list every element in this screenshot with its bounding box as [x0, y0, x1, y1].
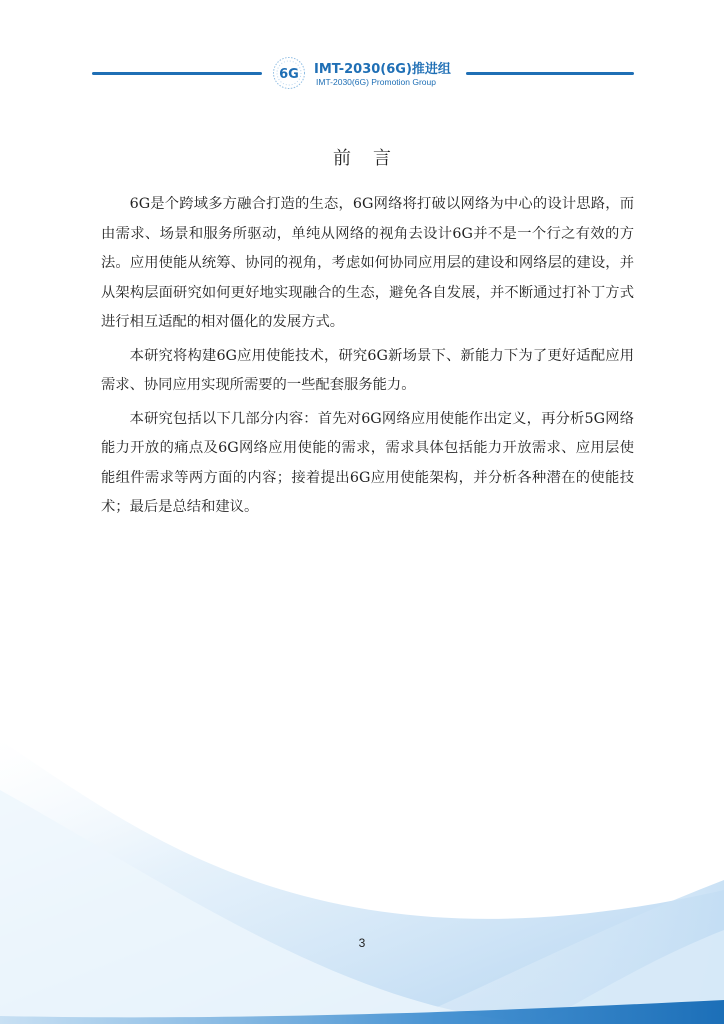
paragraph-2: 本研究将构建6G应用使能技术，研究6G新场景下、新能力下为了更好适配应用需求、协同应用实现所需要的一些配套服务能力。 [101, 347, 634, 393]
background-wave-decoration [0, 720, 724, 1024]
page-number: 3 [358, 936, 366, 950]
paragraph-3: 本研究包括以下几部分内容：首先对6G网络应用使能作出定义，再分析5G网络能力开放的痛点及6G网络应用使能的需求，需求具体包括能力开放需求、应用层使能组件需求等两方面的内容；接着提出6G应用使能架构，并分析各种潜在的使能技术；最后是总结和建议。 [101, 410, 634, 515]
page-header [0, 56, 724, 96]
paragraph-1: 6G是个跨域多方融合打造的生态，6G网络将打破以网络为中心的设计思路，而由需求、场景和服务所驱动，单纯从网络的视角去设计6G并不是一个行之有效的方法。应用使能从统筹、协同的视角，考虑如何协同应用层的建设和网络层的建设，并从架构层面研究如何更好地实现融合的生态，避免各自发展，并不断通过打补丁方式进行相互适配的相对僵化的发展方式。 [101, 196, 634, 330]
org-name: IMT-2030(6G)推进组 [314, 62, 451, 77]
preface-body [101, 190, 634, 527]
logo-text: 6G [279, 67, 299, 82]
org-subtitle: IMT-2030(6G) Promotion Group [316, 77, 436, 87]
page-title: 前言 [333, 148, 413, 169]
6g-logo-icon [272, 56, 306, 90]
header-divider-right [466, 72, 634, 75]
header-divider-left [92, 72, 262, 75]
